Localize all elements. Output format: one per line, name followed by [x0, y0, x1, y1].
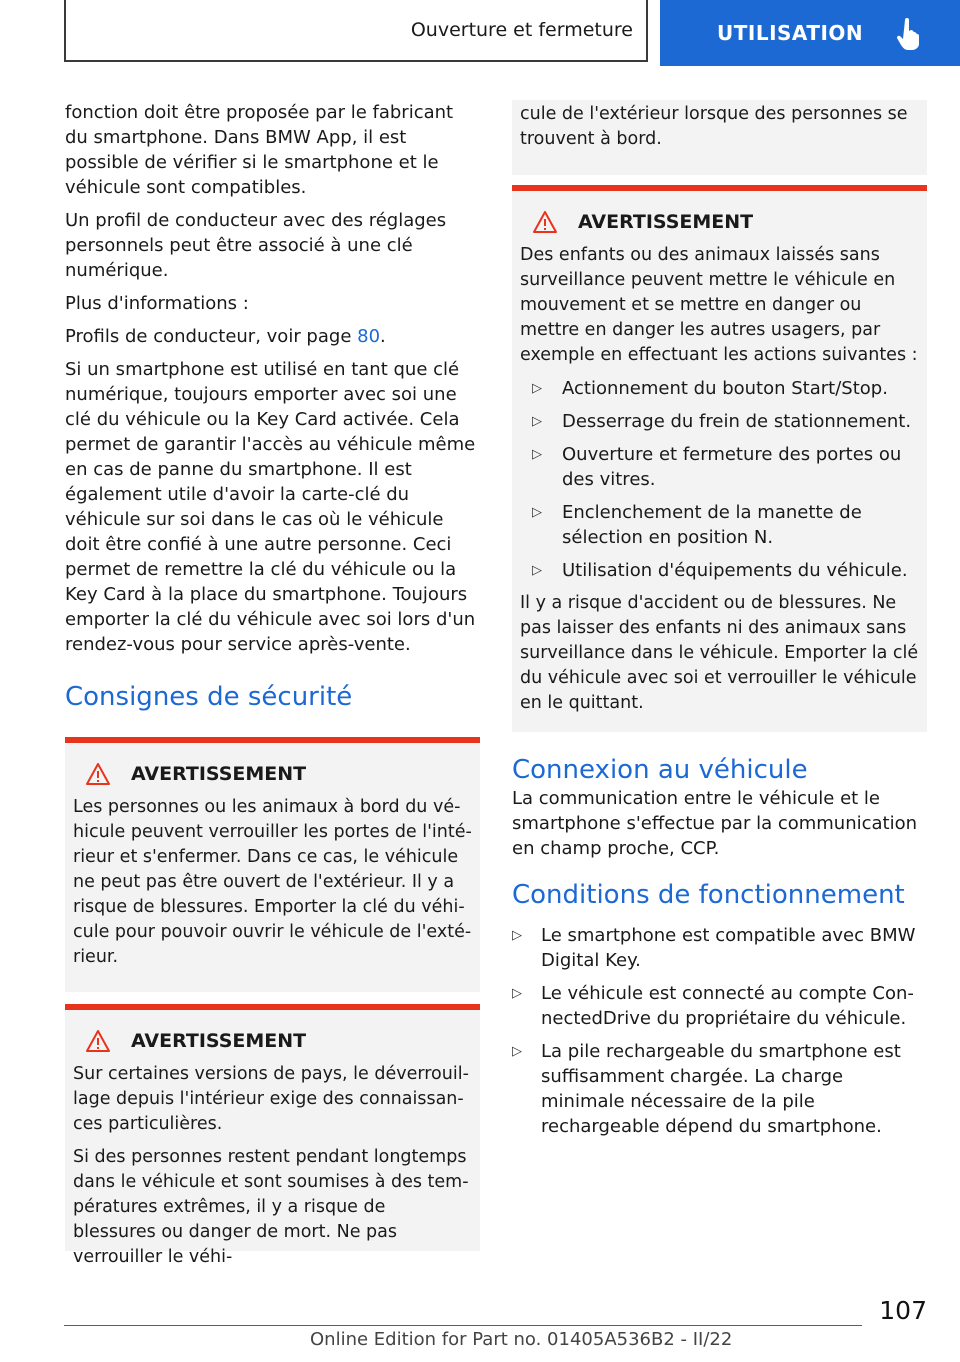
paragraph: Plus d'informations : [65, 293, 249, 314]
warning-text: Sur certaines versions de pays, le déverrouillage depuis l'intérieur exige des connaissances particulières. [73, 1064, 469, 1134]
warning-box [65, 737, 480, 992]
header-section-tab [64, 0, 648, 62]
page-link[interactable]: 80 [357, 326, 381, 347]
list-item: ▷ Desserrage du frein de stationnement. [520, 409, 919, 434]
paragraph: fonction doit être proposée par le fabricant du smartphone. Dans BMW App, il est possible de vérifier si le smartphone et le véhicule sont compatibles. [65, 102, 454, 198]
crossref-text: Profils de conducteur, voir page [65, 326, 352, 347]
warning-header [73, 1028, 472, 1054]
warning-title: AVERTISSEMENT [578, 211, 754, 233]
warning-continuation [512, 100, 927, 175]
left-column [65, 100, 480, 1267]
conditions-list [512, 923, 927, 1139]
paragraph: Un profil de conducteur avec des réglages personnels peut être associé à une clé numérique. [65, 210, 447, 281]
list-item: ▷ Le véhicule est connecté au compte ConnectedDrive du propriétaire du véhicule. [512, 981, 927, 1031]
right-column [512, 100, 927, 1147]
hand-pointer-icon [896, 18, 920, 50]
warning-text: cule de l'extérieur lorsque des personnes se trouvent à bord. [520, 104, 908, 149]
list-item: ▷ Actionnement du bouton Start/Stop. [520, 376, 919, 401]
warning-box [512, 185, 927, 732]
list-item: ▷ Utilisation d'équipements du véhicule. [520, 558, 919, 583]
warning-header [73, 761, 472, 787]
warning-title: AVERTISSEMENT [131, 763, 307, 785]
heading-safety: Consignes de sécurité [65, 682, 353, 712]
warning-triangle-icon [85, 1029, 111, 1053]
heading-connection: Connexion au véhicule [512, 755, 808, 785]
crossref-end: . [380, 326, 386, 347]
header-chapter-tab [660, 0, 960, 66]
warning-header [520, 209, 919, 235]
warning-triangle-icon [85, 762, 111, 786]
list-item: ▷ Ouverture et fermeture des portes ou des vitres. [520, 442, 919, 492]
header-chapter-title: UTILISATION [717, 21, 864, 45]
list-item: ▷ Le smartphone est compatible avec BMW Digital Key. [512, 923, 927, 973]
page-number: 107 [879, 1296, 927, 1325]
paragraph: La communication entre le véhicule et le smartphone s'effectue par la communication en champ proche, CCP. [512, 788, 918, 859]
warning-text: Des enfants ou des animaux laissés sans surveillance peuvent mettre le véhicule en mouvement et se mettre en danger ou mettre en danger les autres usagers, par exemple en effectuant les actions suivantes : [520, 245, 918, 365]
heading-conditions: Conditions de fonctionnement [512, 880, 905, 910]
paragraph-crossref [65, 324, 480, 349]
footer-edition: Online Edition for Part no. 01405A536B2 - II/22 [310, 1329, 733, 1350]
warning-box [65, 1004, 480, 1267]
list-item: ▷ La pile rechargeable du smartphone est suffisamment chargée. La charge minimale nécessaire de la pile rechargeable dépend du smartphone. [512, 1039, 927, 1139]
list-item: ▷ Enclenchement de la manette de sélection en position N. [520, 500, 919, 550]
warning-text: Si des personnes restent pendant longtemps dans le véhicule et sont soumises à des températures extrêmes, il y a risque de blessures ou danger de mort. Ne pas verrouiller le véhi- [73, 1147, 469, 1267]
warning-list [520, 376, 919, 583]
warning-text: Il y a risque d'accident ou de blessures. Ne pas laisser des enfants ni des animaux sans surveillance dans le véhicule. Emporter la clé du véhicule avec soi et verrouiller le véhicule en le quittant. [520, 593, 919, 713]
warning-triangle-icon [532, 210, 558, 234]
warning-text: Les personnes ou les animaux à bord du véhicule peuvent verrouiller les portes de l'intérieur et s'enfermer. Dans ce cas, le véhicule ne peut pas être ouvert de l'extérieur. Il y a risque de blessures. Emporter la clé du véhicule pour pouvoir ouvrir le véhicule de l'extérieur. [73, 797, 472, 967]
paragraph: Si un smartphone est utilisé en tant que clé numérique, toujours emporter avec soi une clé du véhicule ou la Key Card activée. Cela permet de garantir l'accès au véhicule même en cas de panne du smartphone. Il est également utile d'avoir la carte-clé du véhicule sur soi dans le cas où le véhicule doit être confié à une autre personne. Ceci permet de remettre la clé du véhicule ou la Key Card à la place du smartphone. Toujours emporter la clé du véhicule avec soi lors d'un rendez-vous pour service après-vente. [65, 359, 476, 655]
header-section-title: Ouverture et fermeture [410, 19, 633, 41]
footer-divider [64, 1325, 862, 1326]
warning-title: AVERTISSEMENT [131, 1030, 307, 1052]
